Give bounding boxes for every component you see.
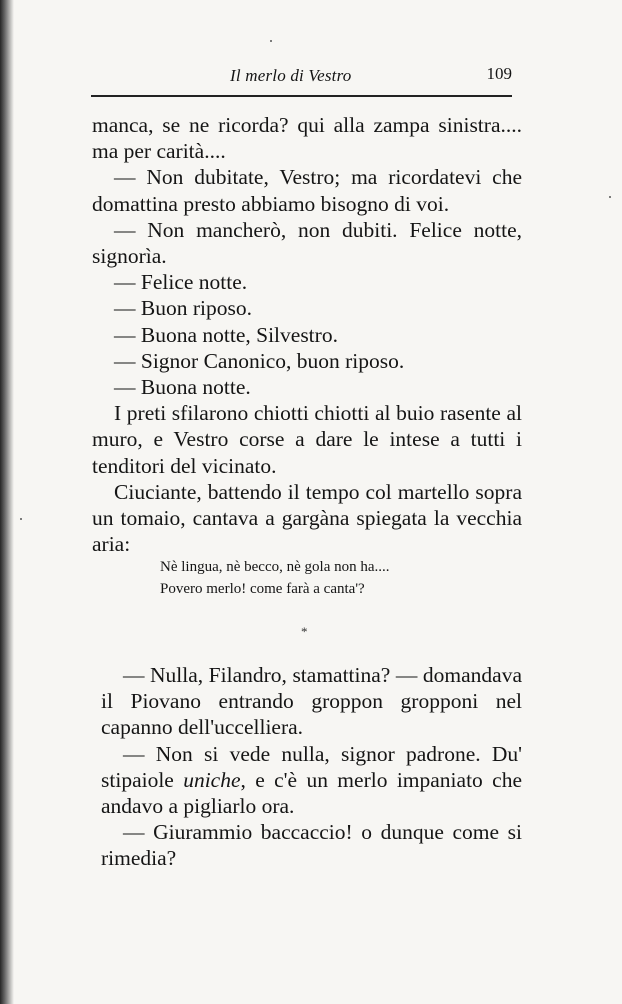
paragraph: — Nulla, Filandro, stamattina? — domandava il Piovano entrando groppon gropponi nel capanno dell'uccelliera. bbox=[101, 663, 522, 740]
paragraph bbox=[101, 741, 522, 820]
verse-line: Povero merlo! come farà a canta'? bbox=[160, 581, 365, 597]
running-title: Il merlo di Vestro bbox=[230, 66, 352, 85]
verse-line: Nè lingua, nè becco, nè gola non ha.... bbox=[160, 559, 390, 575]
paragraph: I preti sfilarono chiotti chiotti al buio rasente al muro, e Vestro corse a dare le intese a tutti i tenditori del vicinato. bbox=[92, 401, 522, 478]
emphasis-text: uniche bbox=[183, 767, 241, 792]
paragraph: — Buona notte. bbox=[114, 375, 251, 400]
paragraph: — Non mancherò, non dubiti. Felice notte, signorìa. bbox=[92, 217, 522, 269]
text-run: — Non si vede nulla, signor padrone. Du' stipaiole bbox=[101, 741, 522, 792]
paragraph: — Giurammio baccaccio! o dunque come si rimedia? bbox=[101, 820, 522, 871]
page-number: 109 bbox=[486, 64, 512, 83]
second-text-block bbox=[101, 662, 522, 872]
main-text-block bbox=[92, 112, 522, 557]
paragraph: Ciuciante, battendo il tempo col martello sopra un tomaio, cantava a gargàna spiegata la vecchia aria: bbox=[92, 479, 522, 557]
paper-speck bbox=[270, 40, 272, 42]
page-edge-shadow bbox=[0, 0, 14, 1004]
paragraph: manca, se ne ricorda? qui alla zampa sinistra.... ma per carità.... bbox=[92, 113, 522, 164]
page-header bbox=[92, 60, 512, 90]
paragraph: — Buona notte, Silvestro. bbox=[114, 322, 338, 347]
section-separator: * bbox=[301, 624, 308, 639]
header-rule bbox=[91, 95, 512, 97]
paragraph: — Non dubitate, Vestro; ma ricordatevi che domattina presto abbiamo bisogno di voi. bbox=[92, 165, 522, 216]
paragraph: — Buon riposo. bbox=[114, 296, 252, 321]
text-run: , e c'è un merlo impaniato che andavo a pigliarlo ora. bbox=[101, 767, 522, 819]
verse-quote bbox=[160, 556, 490, 600]
paper-speck bbox=[609, 196, 611, 198]
paragraph: — Felice notte. bbox=[114, 270, 248, 295]
paragraph: — Signor Canonico, buon riposo. bbox=[114, 348, 405, 373]
paper-speck bbox=[20, 518, 22, 520]
